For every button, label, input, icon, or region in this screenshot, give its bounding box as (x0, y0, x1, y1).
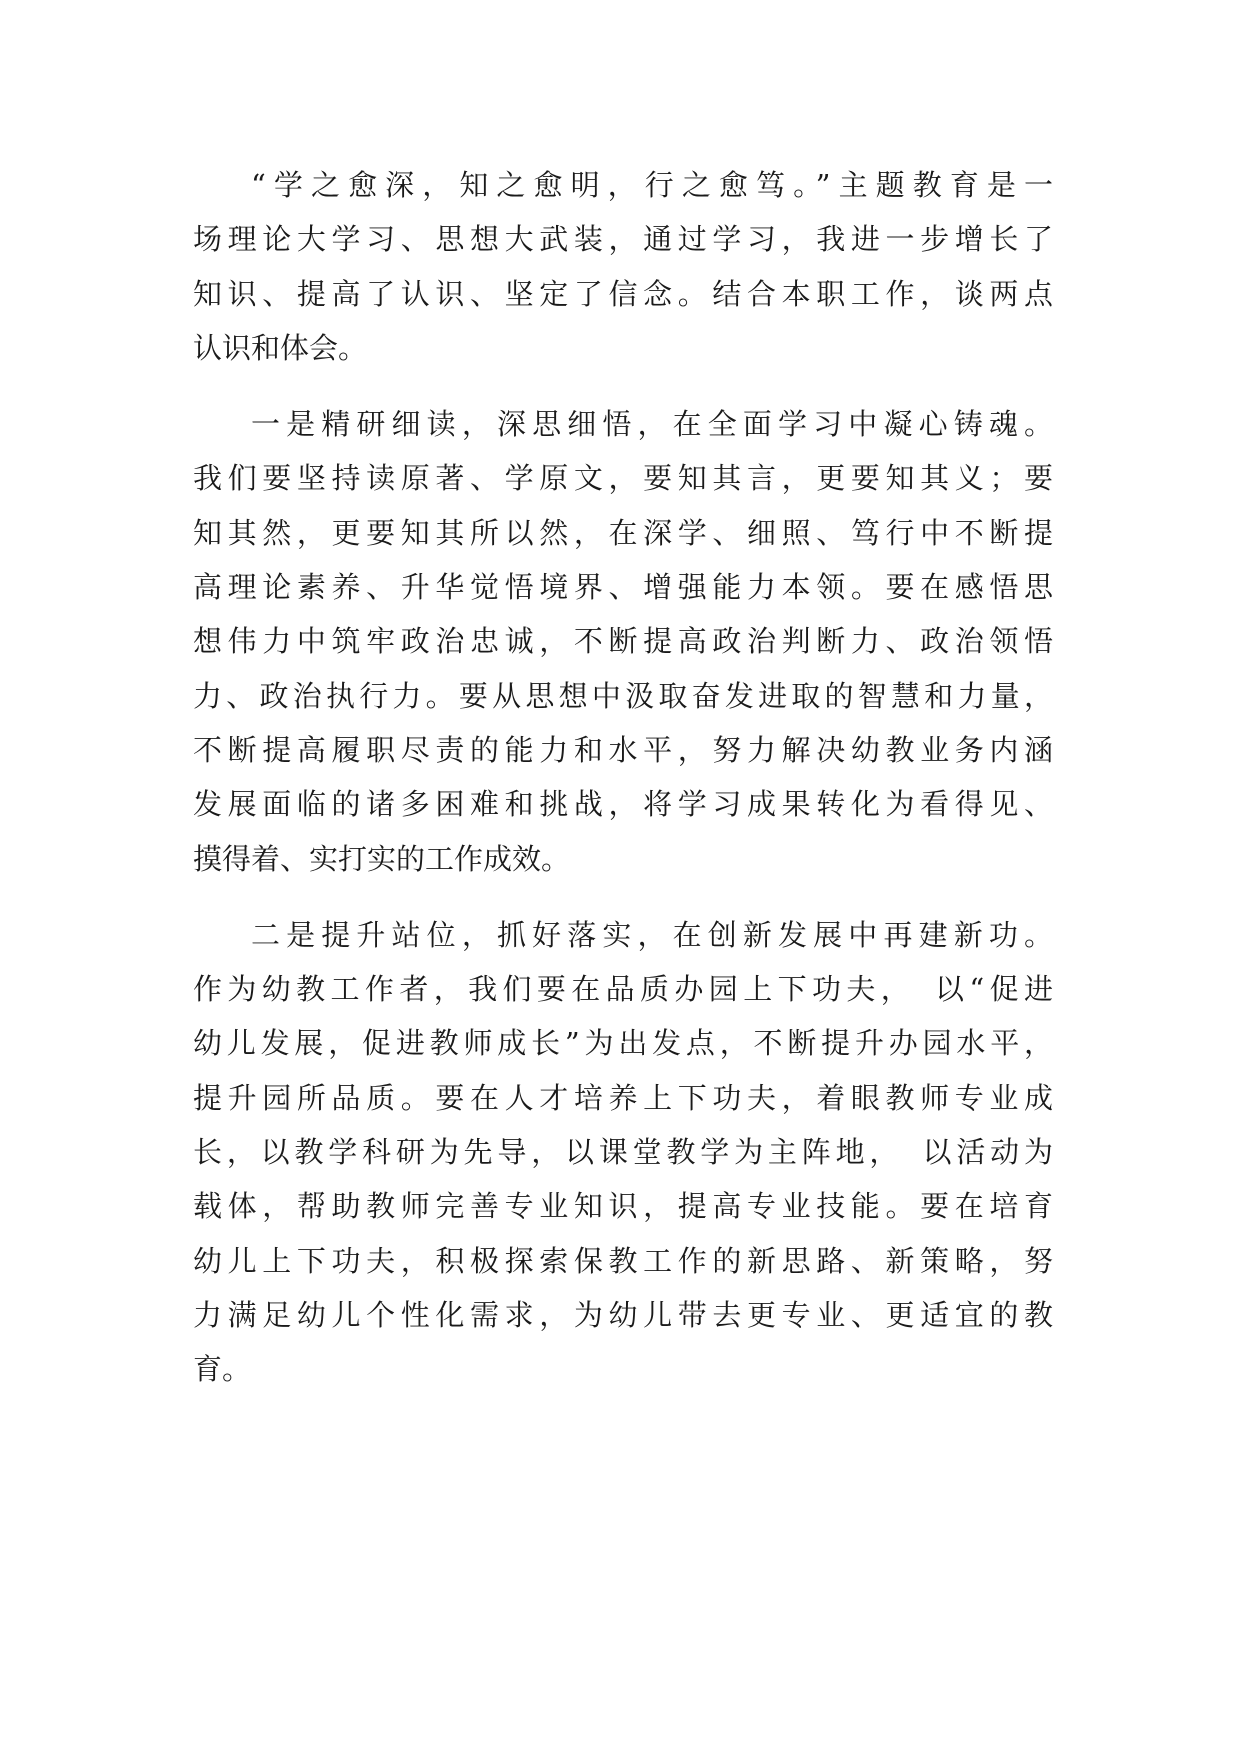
text-line: 摸得着、实打实的工作成效。 (193, 841, 571, 876)
text-line: 作为幼教工作者，我们要在品质办园上下功夫， 以“促进 (193, 972, 1053, 1007)
text-line: 力、政治执行力。要从思想中汲取奋发进取的智慧和力量， (193, 678, 1053, 713)
text-line: 发展面临的诸多困难和挑战，将学习成果转化为看得见、 (193, 787, 1053, 822)
text-line: 幼儿发展，促进教师成长”为出发点，不断提升办园水平， (193, 1026, 1053, 1061)
text-line: 一是精研细读，深思细悟，在全面学习中凝心铸魂。 (251, 407, 1053, 442)
text-line: 知识、提高了认识、坚定了信念。结合本职工作，谈两点 (193, 276, 1053, 311)
text-line: 二是提升站位，抓好落实，在创新发展中再建新功。 (251, 917, 1053, 952)
text-line: 不断提高履职尽责的能力和水平，努力解决幼教业务内涵 (193, 732, 1053, 767)
text-line: 育。 (193, 1352, 252, 1387)
paragraph-3 (193, 908, 1053, 1397)
document-body (193, 158, 1053, 1397)
text-line: 提升园所品质。要在人才培养上下功夫，着眼教师专业成 (193, 1080, 1053, 1115)
text-line: 场理论大学习、思想大武装，通过学习，我进一步增长了 (193, 222, 1053, 257)
text-line: 我们要坚持读原著、学原文，要知其言，更要知其义；要 (193, 461, 1053, 496)
text-line: 想伟力中筑牢政治忠诚，不断提高政治判断力、政治领悟 (193, 624, 1053, 659)
text-line: 幼儿上下功夫，积极探索保教工作的新思路、新策略，努 (193, 1243, 1053, 1278)
paragraph-1 (193, 158, 1053, 375)
text-line: 知其然，更要知其所以然，在深学、细照、笃行中不断提 (193, 515, 1053, 550)
text-line: 高理论素养、升华觉悟境界、增强能力本领。要在感悟思 (193, 570, 1053, 605)
text-line: 认识和体会。 (193, 330, 368, 365)
text-line: 载体，帮助教师完善专业知识，提高专业技能。要在培育 (193, 1189, 1053, 1224)
text-line: “学之愈深，知之愈明，行之愈笃。”主题教育是一 (251, 168, 1053, 202)
text-line: 力满足幼儿个性化需求，为幼儿带去更专业、更适宜的教 (193, 1297, 1053, 1332)
text-line: 长，以教学科研为先导，以课堂教学为主阵地， 以活动为 (193, 1135, 1053, 1170)
paragraph-2 (193, 397, 1053, 886)
